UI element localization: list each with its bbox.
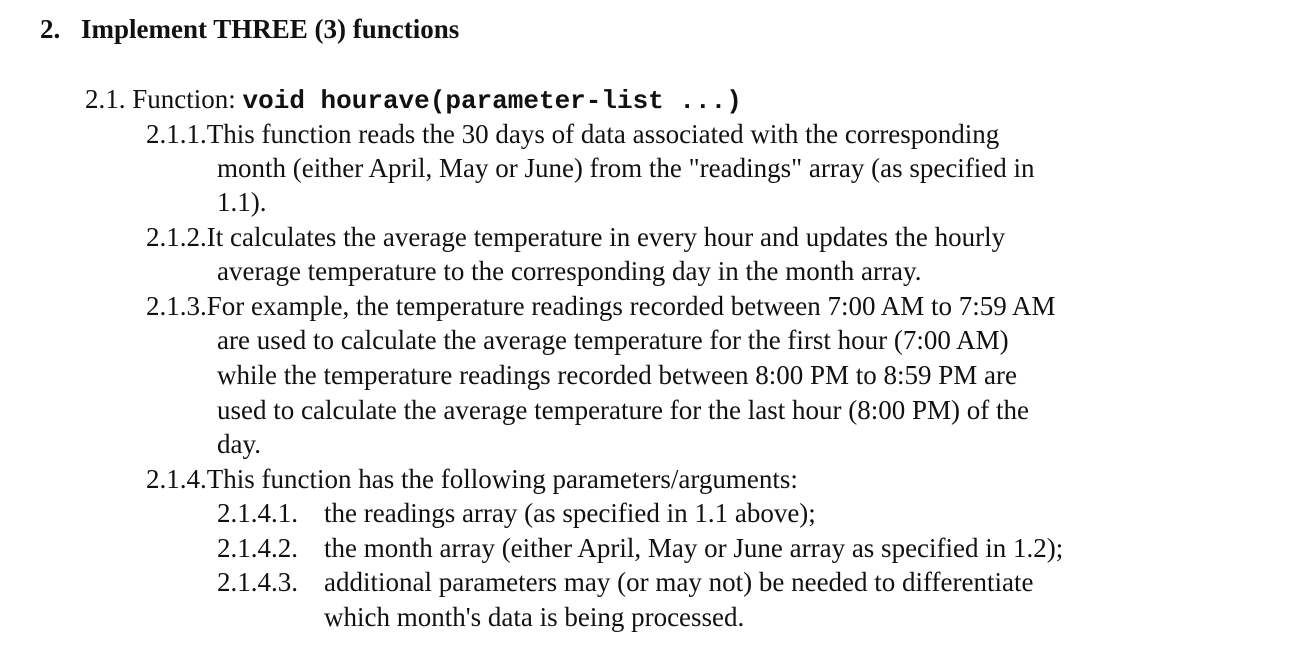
item-text-line: while the temperature readings recorded between 8:00 PM to 8:59 PM are [217,360,1018,390]
item-text-line: month (either April, May or June) from the "readings" array (as specified in [217,153,1035,183]
item-number: 2.1.1. [146,119,207,149]
item-number: 2.1.4. [146,464,207,494]
param-text-line: the month array (either April, May or June array as specified in 1.2); [324,533,1064,563]
item-text-line: day. [217,429,261,459]
item-number: 2.1.2. [146,222,207,252]
item-text-line: average temperature to the corresponding day in the month array. [217,256,922,286]
item-2-1-3 [146,289,1056,323]
item-text-line: used to calculate the average temperature for the last hour (8:00 PM) of the [217,395,1029,425]
param-number: 2.1.4.2. [217,533,298,563]
function-signature: void hourave(parameter-list ...) [242,86,742,116]
subsection-number: 2.1. [85,84,126,114]
item-text-line: are used to calculate the average temperature for the first hour (7:00 AM) [217,325,1009,355]
section-title: Implement THREE (3) functions [81,14,460,44]
item-text-line: It calculates the average temperature in every hour and updates the hourly [206,222,1006,252]
item-text-line: For example, the temperature readings recorded between 7:00 AM to 7:59 AM [206,291,1056,321]
item-text-line: This function reads the 30 days of data associated with the corresponding [206,119,1000,149]
param-text-line: additional parameters may (or may not) be needed to differentiate [324,567,1034,597]
section-number: 2. [40,14,61,44]
subsection-heading [85,82,742,118]
section-heading [40,12,459,46]
item-2-1-4 [146,462,798,496]
subsection-label: Function: [132,84,243,114]
param-text-line: the readings array (as specified in 1.1 above); [324,498,816,528]
item-number: 2.1.3. [146,291,207,321]
item-text-line: This function has the following parameters/arguments: [206,464,798,494]
item-2-1-1 [146,117,999,151]
item-2-1-2 [146,220,1005,254]
param-text-line: which month's data is being processed. [324,602,745,632]
param-number: 2.1.4.3. [217,567,298,597]
param-number: 2.1.4.1. [217,498,298,528]
item-text-line: 1.1). [217,187,267,217]
